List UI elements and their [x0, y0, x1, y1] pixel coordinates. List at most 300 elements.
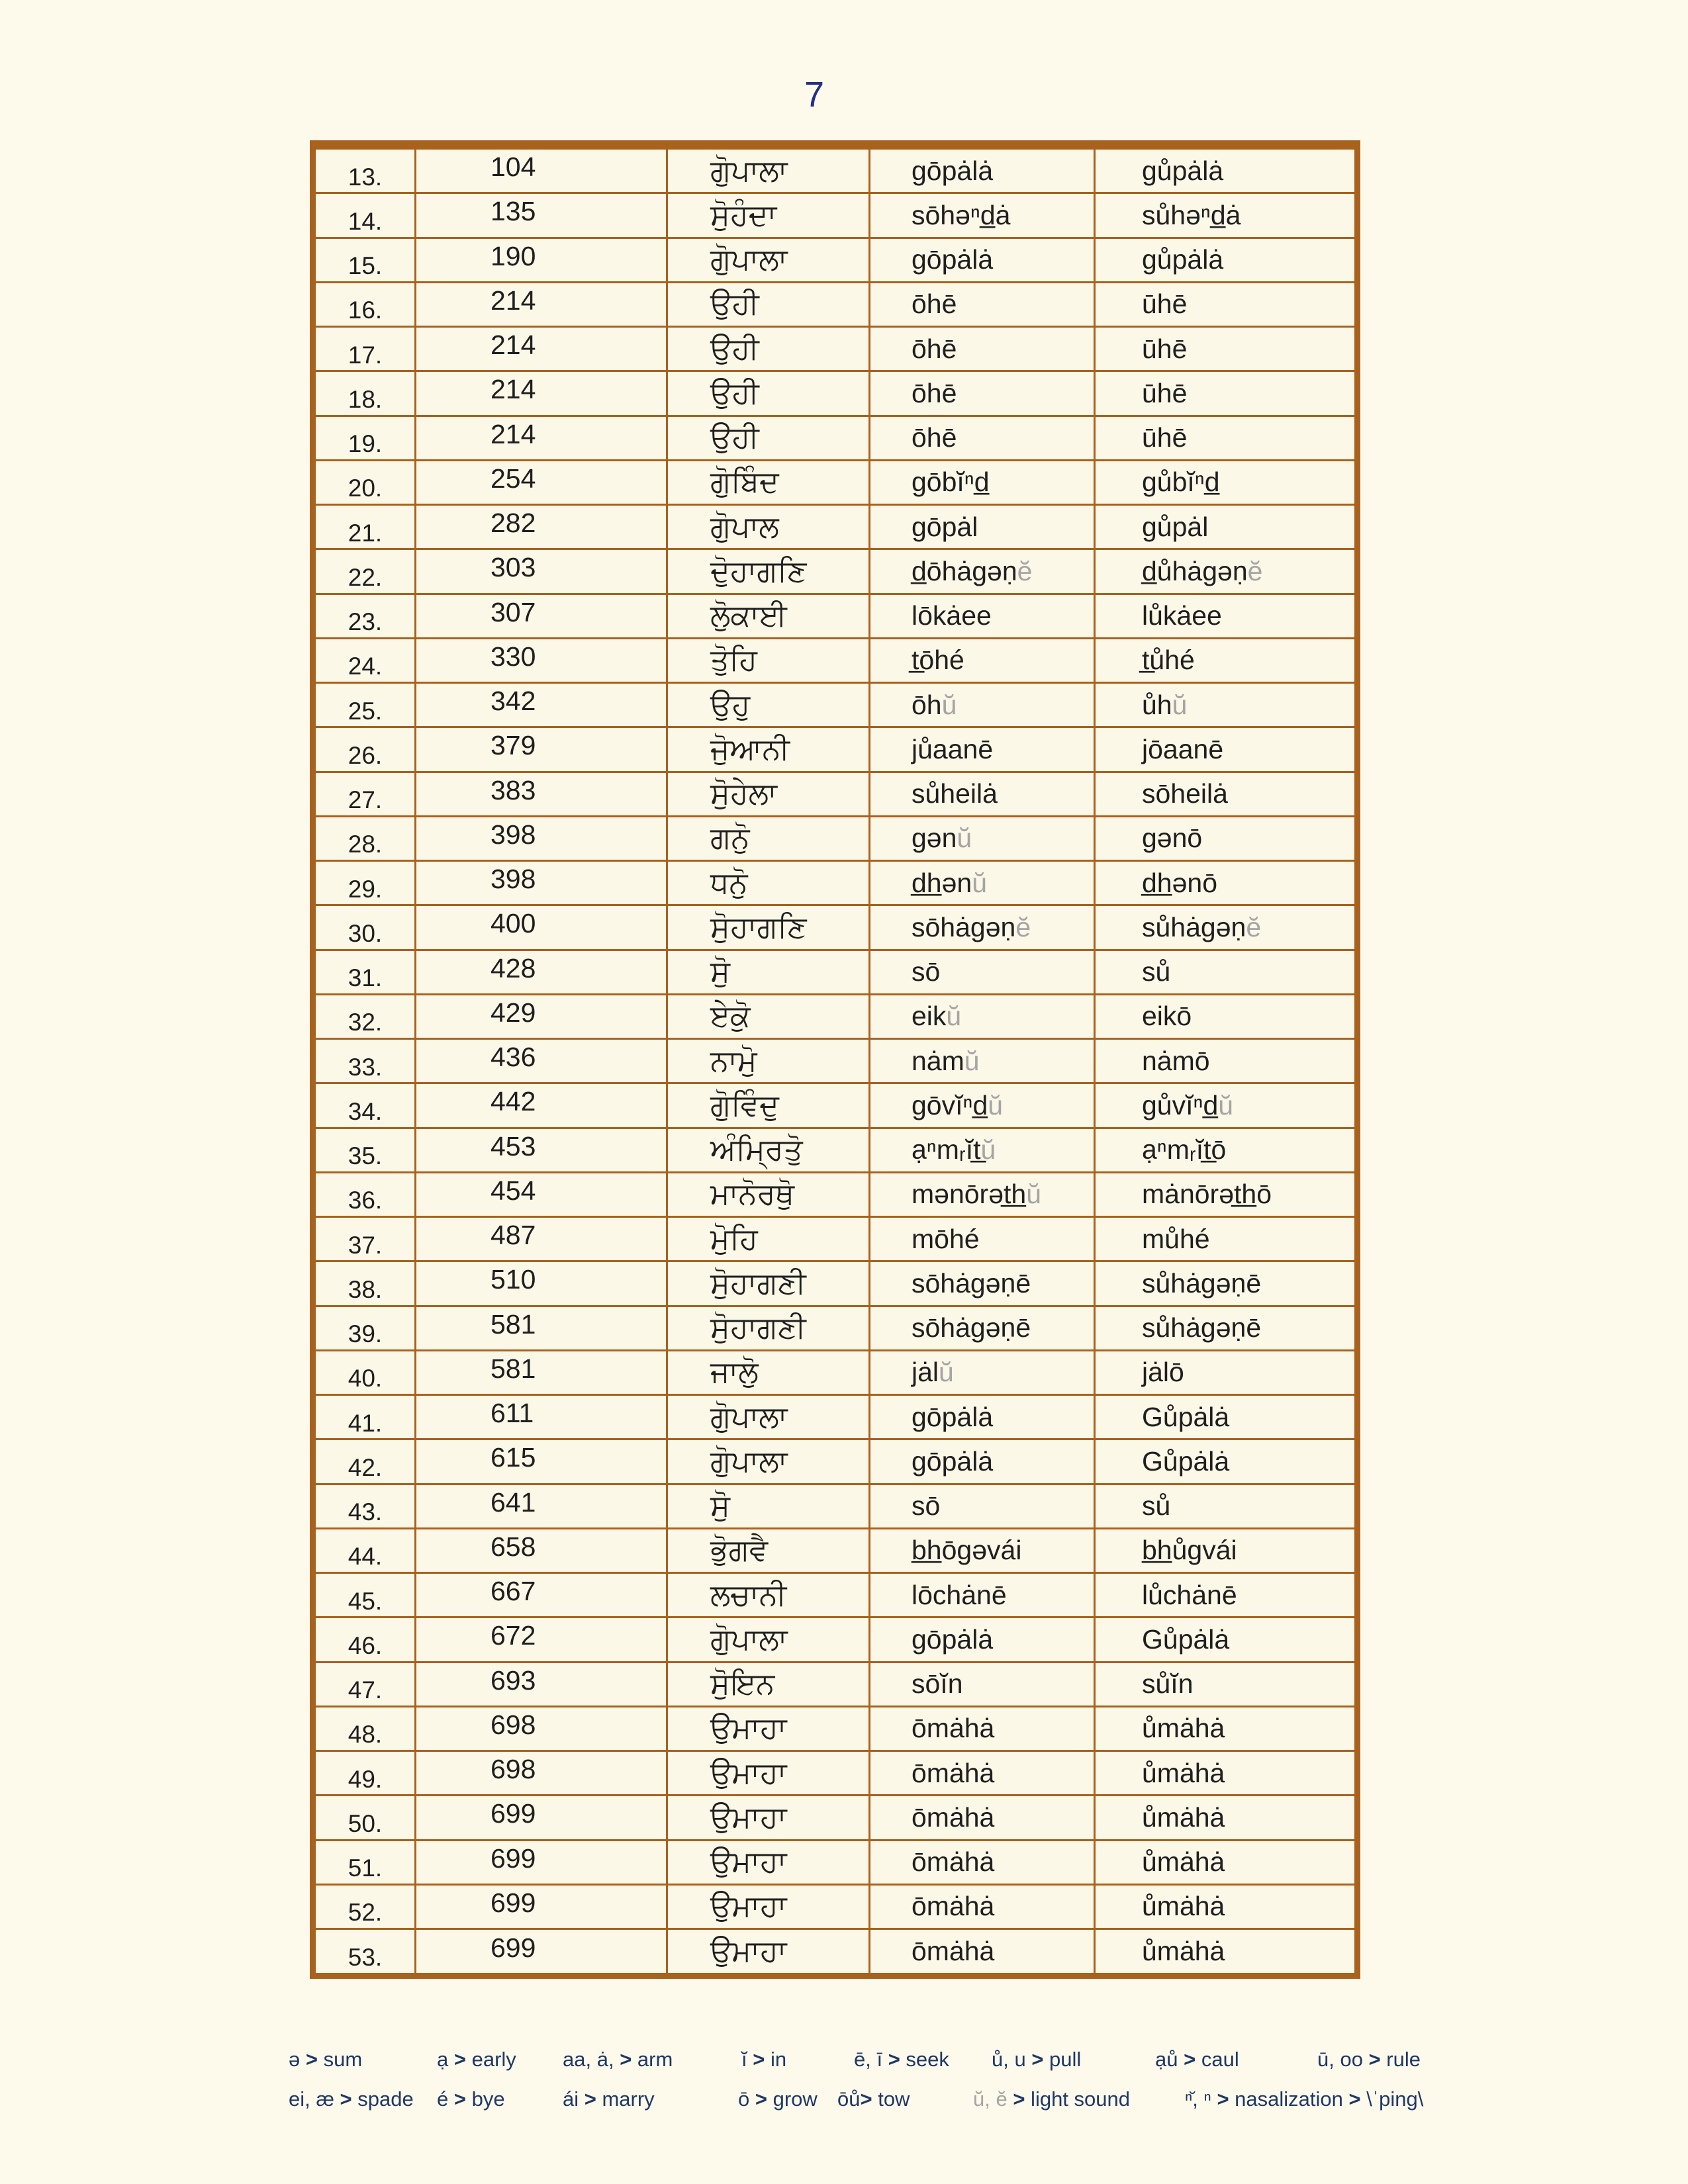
- text-segment: t̲ōhé: [912, 645, 964, 676]
- transliteration-suggested: [1095, 1039, 1358, 1083]
- gurmukhi-word: ਏਕੋੁ: [667, 994, 870, 1038]
- text-segment: caul: [1196, 2048, 1239, 2071]
- table-row: [313, 1217, 1358, 1261]
- text-segment: jȧlō: [1142, 1357, 1184, 1388]
- text-segment: sōhəⁿd̲ȧ: [912, 199, 1011, 230]
- page-reference-number: 214: [416, 282, 667, 326]
- table-row: [313, 1306, 1358, 1350]
- text-segment: lůkȧee: [1142, 600, 1222, 631]
- page-reference-number: 453: [416, 1128, 667, 1172]
- table-row: [313, 950, 1358, 994]
- transliteration-suggested: [1095, 549, 1358, 594]
- text-segment: ōmȧhȧ: [912, 1757, 995, 1788]
- text-segment: ōhē: [912, 289, 957, 320]
- text-segment: ə: [289, 2048, 306, 2071]
- transliteration-suggested: [1095, 371, 1358, 416]
- gurmukhi-word: ਉਹੀ: [667, 327, 870, 371]
- row-number: 37.: [313, 1217, 416, 1261]
- text-segment: sůhȧgəṇē: [1142, 1267, 1262, 1298]
- text-segment: ōhē: [912, 422, 957, 453]
- page-reference-number: 282: [416, 505, 667, 549]
- text-segment: >: [860, 2087, 872, 2111]
- text-segment: >: [1013, 2087, 1025, 2111]
- text-segment: sů: [1142, 1490, 1171, 1522]
- transliteration-current: [870, 371, 1095, 416]
- gurmukhi-word: ਉਮਾਹਾ: [667, 1840, 870, 1884]
- row-number: 38.: [313, 1261, 416, 1306]
- text-segment: gůvĭⁿd̲: [1142, 1089, 1219, 1120]
- pronunciation-key-item: [1155, 2048, 1239, 2071]
- text-segment: >: [1031, 2048, 1044, 2071]
- transliteration-suggested: [1095, 460, 1358, 504]
- page-reference-number: 214: [416, 327, 667, 371]
- muted-letter: ŭ: [988, 1089, 1004, 1120]
- table-row: [313, 1929, 1358, 1976]
- transliteration-current: [870, 1439, 1095, 1484]
- transliteration-suggested: [1095, 416, 1358, 460]
- row-number: 24.: [313, 638, 416, 682]
- muted-letter: ĕ: [1246, 911, 1262, 942]
- muted-letter: ŭ: [946, 1001, 962, 1032]
- text-segment: lōkȧee: [912, 600, 992, 631]
- transliteration-suggested: [1095, 1528, 1358, 1572]
- page-reference-number: 611: [416, 1395, 667, 1439]
- pronunciation-key-item: [563, 2048, 673, 2071]
- text-segment: ōmȧhȧ: [912, 1891, 995, 1922]
- text-segment: ůmȧhȧ: [1142, 1757, 1225, 1788]
- page-reference-number: 307: [416, 594, 667, 638]
- text-segment: ē, ī: [854, 2048, 888, 2071]
- gurmukhi-word: ਗੋੁਬਿੰਦ: [667, 460, 870, 504]
- table-row: [313, 816, 1358, 860]
- gurmukhi-word: ਉਹੀ: [667, 282, 870, 326]
- word-table-body: [313, 145, 1358, 1976]
- text-segment: ⁿ̆, ⁿ: [1185, 2087, 1217, 2111]
- gurmukhi-word: ਉਮਾਹਾ: [667, 1751, 870, 1796]
- text-segment: nasalization: [1229, 2087, 1349, 2111]
- table-row: [313, 1796, 1358, 1840]
- text-segment: eik: [912, 1001, 947, 1032]
- transliteration-suggested: [1095, 1439, 1358, 1484]
- gurmukhi-word: ਗੋੁਪਾਲਾ: [667, 238, 870, 282]
- page-reference-number: 699: [416, 1796, 667, 1840]
- page-reference-number: 379: [416, 727, 667, 772]
- text-segment: tow: [872, 2087, 910, 2111]
- text-segment: ái: [563, 2087, 585, 2111]
- text-segment: gůpȧlȧ: [1142, 244, 1224, 275]
- gurmukhi-word: ਗੋੁਪਾਲਾ: [667, 1617, 870, 1662]
- table-row: [313, 772, 1358, 816]
- gurmukhi-word: ਉਹੀ: [667, 371, 870, 416]
- page-reference-number: 330: [416, 638, 667, 682]
- transliteration-suggested: [1095, 816, 1358, 860]
- text-segment: ạ: [437, 2048, 454, 2071]
- text-segment: ōmȧhȧ: [912, 1936, 995, 1967]
- muted-letter: ŭ: [1026, 1179, 1042, 1210]
- row-number: 20.: [313, 460, 416, 504]
- gurmukhi-word: ਤੋੁਹਿ: [667, 638, 870, 682]
- text-segment: >: [453, 2087, 466, 2111]
- transliteration-suggested: [1095, 1395, 1358, 1439]
- table-row: [313, 145, 1358, 193]
- pronunciation-key-item: [854, 2048, 949, 2071]
- gurmukhi-word: ਲਚਾਨੀ: [667, 1573, 870, 1617]
- text-segment: seek: [900, 2048, 949, 2071]
- text-segment: ōmȧhȧ: [912, 1801, 995, 1833]
- transliteration-current: [870, 861, 1095, 905]
- transliteration-suggested: [1095, 905, 1358, 950]
- page-number: 7: [804, 75, 825, 114]
- transliteration-current: [870, 145, 1095, 193]
- transliteration-current: [870, 1128, 1095, 1172]
- pronunciation-key-item: [738, 2087, 818, 2111]
- page-reference-number: 398: [416, 816, 667, 860]
- text-segment: sůhȧgəṇē: [1142, 1312, 1262, 1343]
- text-segment: sōheilȧ: [1142, 778, 1228, 809]
- text-segment: ůmȧhȧ: [1142, 1713, 1225, 1744]
- row-number: 42.: [313, 1439, 416, 1484]
- text-segment: light sound: [1025, 2087, 1130, 2111]
- row-number: 51.: [313, 1840, 416, 1884]
- table-row: [313, 282, 1358, 326]
- text-segment: nȧmō: [1142, 1045, 1210, 1076]
- text-segment: ōhē: [912, 333, 957, 364]
- row-number: 28.: [313, 816, 416, 860]
- muted-letter: ŭ: [957, 823, 972, 854]
- muted-letter: ŭ: [964, 1045, 980, 1076]
- transliteration-suggested: [1095, 1217, 1358, 1261]
- transliteration-current: [870, 994, 1095, 1038]
- text-segment: ōmȧhȧ: [912, 1846, 995, 1878]
- transliteration-current: [870, 1261, 1095, 1306]
- text-segment: gōpȧlȧ: [912, 244, 994, 275]
- muted-letter: ĕ: [1015, 911, 1031, 942]
- text-segment: ōh: [912, 689, 942, 720]
- transliteration-suggested: [1095, 950, 1358, 994]
- page-reference-number: 214: [416, 416, 667, 460]
- pronunciation-key-item: [1185, 2087, 1423, 2111]
- gurmukhi-word: ਗਨੋੁ: [667, 816, 870, 860]
- row-number: 44.: [313, 1528, 416, 1572]
- table-row: [313, 460, 1358, 504]
- row-number: 22.: [313, 549, 416, 594]
- row-number: 21.: [313, 505, 416, 549]
- transliteration-current: [870, 1395, 1095, 1439]
- gurmukhi-word: ਸੋੁ: [667, 1484, 870, 1528]
- text-segment: >: [584, 2087, 596, 2111]
- row-number: 31.: [313, 950, 416, 994]
- text-segment: b̲h̲ōgəvái: [912, 1535, 1022, 1566]
- transliteration-current: [870, 282, 1095, 326]
- row-number: 36.: [313, 1172, 416, 1216]
- muted-letter: ĕ: [1247, 555, 1263, 586]
- page-reference-number: 442: [416, 1083, 667, 1128]
- row-number: 14.: [313, 193, 416, 238]
- page-reference-number: 698: [416, 1706, 667, 1751]
- table-row: [313, 727, 1358, 772]
- row-number: 41.: [313, 1395, 416, 1439]
- transliteration-suggested: [1095, 1706, 1358, 1751]
- row-number: 46.: [313, 1617, 416, 1662]
- gurmukhi-word: ਉਮਾਹਾ: [667, 1884, 870, 1929]
- page-reference-number: 693: [416, 1662, 667, 1706]
- pronunciation-key-item: [992, 2048, 1081, 2071]
- gurmukhi-word: ਦੋੁਹਾਗਣਿ: [667, 549, 870, 594]
- gurmukhi-word: ਗੋੁਪਾਲਾ: [667, 1395, 870, 1439]
- table-row: [313, 1706, 1358, 1751]
- page-reference-number: 398: [416, 861, 667, 905]
- gurmukhi-word: ਸੋੁ: [667, 950, 870, 994]
- text-segment: gůpȧl: [1142, 511, 1209, 542]
- gurmukhi-word: ਮੋੁਹਿ: [667, 1217, 870, 1261]
- text-segment: ạⁿmᵣĭt̲ō: [1142, 1134, 1227, 1165]
- transliteration-current: [870, 416, 1095, 460]
- transliteration-current: [870, 1350, 1095, 1394]
- transliteration-suggested: [1095, 1172, 1358, 1216]
- text-segment: t̲ůhé: [1142, 645, 1195, 676]
- transliteration-current: [870, 1039, 1095, 1083]
- text-segment: >: [1217, 2087, 1229, 2111]
- page-reference-number: 699: [416, 1884, 667, 1929]
- text-segment: rule: [1380, 2048, 1421, 2071]
- page-reference-number: 135: [416, 193, 667, 238]
- gurmukhi-word: ਜਾਲੋੁ: [667, 1350, 870, 1394]
- page-reference-number: 303: [416, 549, 667, 594]
- table-row: [313, 371, 1358, 416]
- table-row: [313, 1039, 1358, 1083]
- text-segment: pull: [1043, 2048, 1082, 2071]
- page-reference-number: 615: [416, 1439, 667, 1484]
- text-segment: >: [620, 2048, 632, 2071]
- table-row: [313, 416, 1358, 460]
- text-segment: sůĭn: [1142, 1668, 1194, 1700]
- page-reference-number: 510: [416, 1261, 667, 1306]
- text-segment: aa, ȧ,: [563, 2048, 620, 2071]
- text-segment: ūhē: [1142, 289, 1188, 320]
- gurmukhi-word: ਉਹੁ: [667, 683, 870, 727]
- transliteration-suggested: [1095, 1662, 1358, 1706]
- row-number: 29.: [313, 861, 416, 905]
- transliteration-suggested: [1095, 1751, 1358, 1796]
- transliteration-current: [870, 905, 1095, 950]
- row-number: 30.: [313, 905, 416, 950]
- transliteration-suggested: [1095, 193, 1358, 238]
- text-segment: gōpȧlȧ: [912, 1401, 994, 1432]
- gurmukhi-word: ਉਮਾਹਾ: [667, 1796, 870, 1840]
- text-segment: early: [465, 2048, 516, 2071]
- gurmukhi-word: ਸੋੁਹੇਲਾ: [667, 772, 870, 816]
- transliteration-current: [870, 1617, 1095, 1662]
- text-segment: gənō: [1142, 823, 1203, 854]
- transliteration-current: [870, 1217, 1095, 1261]
- gurmukhi-word: ਭੋੁਗਵੈ: [667, 1528, 870, 1572]
- text-segment: jůaanē: [912, 733, 994, 764]
- row-number: 25.: [313, 683, 416, 727]
- table-row: [313, 549, 1358, 594]
- table-row: [313, 1083, 1358, 1128]
- table-row: [313, 505, 1358, 549]
- row-number: 50.: [313, 1796, 416, 1840]
- table-row: [313, 327, 1358, 371]
- text-segment: >: [1184, 2048, 1196, 2071]
- transliteration-current: [870, 1172, 1095, 1216]
- page-reference-number: 342: [416, 683, 667, 727]
- muted-letter: ŭ, ĕ: [973, 2087, 1013, 2111]
- text-segment: jȧl: [912, 1357, 939, 1388]
- table-row: [313, 594, 1358, 638]
- text-segment: mōhé: [912, 1223, 980, 1254]
- page-reference-number: 429: [416, 994, 667, 1038]
- row-number: 40.: [313, 1350, 416, 1394]
- transliteration-suggested: [1095, 238, 1358, 282]
- text-segment: in: [765, 2048, 787, 2071]
- text-segment: můhé: [1142, 1223, 1210, 1254]
- table-row: [313, 1484, 1358, 1528]
- text-segment: ůmȧhȧ: [1142, 1891, 1225, 1922]
- text-segment: Gůpȧlȧ: [1142, 1401, 1230, 1432]
- muted-letter: ŭ: [980, 1134, 996, 1165]
- text-segment: ů, u: [992, 2048, 1032, 2071]
- page-reference-number: 254: [416, 460, 667, 504]
- text-segment: arm: [632, 2048, 673, 2071]
- table-row: [313, 1751, 1358, 1796]
- row-number: 13.: [313, 145, 416, 193]
- text-segment: ei, æ: [289, 2087, 340, 2111]
- text-segment: sōhȧgəṇē: [912, 1312, 1031, 1343]
- text-segment: gōbĭⁿd̲: [912, 467, 990, 498]
- pronunciation-key-item: [837, 2087, 910, 2111]
- row-number: 18.: [313, 371, 416, 416]
- row-number: 34.: [313, 1083, 416, 1128]
- transliteration-suggested: [1095, 1929, 1358, 1976]
- gurmukhi-word: ਸੋੁਹਾਗਣੀ: [667, 1261, 870, 1306]
- transliteration-current: [870, 1929, 1095, 1976]
- transliteration-suggested: [1095, 594, 1358, 638]
- gurmukhi-word: ਉਹੀ: [667, 416, 870, 460]
- pronunciation-key-item: [973, 2087, 1130, 2111]
- text-segment: grow: [767, 2087, 818, 2111]
- muted-letter: ŭ: [1172, 689, 1188, 720]
- gurmukhi-word: ਗੋੁਪਾਲਾ: [667, 1439, 870, 1484]
- text-segment: é: [437, 2087, 454, 2111]
- table-row: [313, 1884, 1358, 1929]
- gurmukhi-word: ਜੋੁਆਨੀ: [667, 727, 870, 772]
- transliteration-current: [870, 1796, 1095, 1840]
- text-segment: sō: [912, 956, 941, 987]
- gurmukhi-word: ਅੰਮ੍ਰਿਤੋੁ: [667, 1128, 870, 1172]
- text-segment: >: [453, 2048, 466, 2071]
- table-row: [313, 1662, 1358, 1706]
- text-segment: eikō: [1142, 1001, 1192, 1032]
- text-segment: gən: [912, 823, 957, 854]
- text-segment: lōchȧnē: [912, 1579, 1007, 1610]
- table-row: [313, 1840, 1358, 1884]
- row-number: 17.: [313, 327, 416, 371]
- pronunciation-key-item: [741, 2048, 786, 2071]
- page-reference-number: 698: [416, 1751, 667, 1796]
- table-row: [313, 193, 1358, 238]
- transliteration-suggested: [1095, 727, 1358, 772]
- table-row: [313, 1395, 1358, 1439]
- page-reference-number: 400: [416, 905, 667, 950]
- text-segment: sōĭn: [912, 1668, 963, 1700]
- text-segment: Gůpȧlȧ: [1142, 1623, 1230, 1655]
- text-segment: sůheilȧ: [912, 778, 998, 809]
- transliteration-current: [870, 638, 1095, 682]
- row-number: 53.: [313, 1929, 416, 1976]
- text-segment: gůpȧlȧ: [1142, 155, 1224, 186]
- text-segment: sōhȧgəṇ: [912, 911, 1016, 942]
- text-segment: ůh: [1142, 689, 1172, 720]
- transliteration-current: [870, 1884, 1095, 1929]
- pronunciation-key-item: [563, 2087, 655, 2111]
- transliteration-suggested: [1095, 638, 1358, 682]
- transliteration-suggested: [1095, 1306, 1358, 1350]
- transliteration-suggested: [1095, 1350, 1358, 1394]
- text-segment: ōů: [837, 2087, 861, 2111]
- page-reference-number: 436: [416, 1039, 667, 1083]
- pronunciation-key-item: [437, 2087, 505, 2111]
- text-segment: spade: [352, 2087, 414, 2111]
- gurmukhi-word: ਮਾਨੋਰਥੋੁ: [667, 1172, 870, 1216]
- text-segment: ūhē: [1142, 377, 1188, 408]
- text-segment: \ˈping\: [1360, 2087, 1424, 2111]
- text-segment: >: [1348, 2087, 1361, 2111]
- gurmukhi-word: ਸੋੁਹੰਦਾ: [667, 193, 870, 238]
- transliteration-current: [870, 1528, 1095, 1572]
- text-segment: gōpȧl: [912, 511, 978, 542]
- text-segment: mȧnōrət̲h̲ō: [1142, 1179, 1272, 1210]
- text-segment: sů: [1142, 956, 1171, 987]
- gurmukhi-word: ਨਾਮੋੁ: [667, 1039, 870, 1083]
- transliteration-suggested: [1095, 1128, 1358, 1172]
- text-segment: lůchȧnē: [1142, 1579, 1237, 1610]
- text-segment: gōvĭⁿd̲: [912, 1089, 988, 1120]
- text-segment: ůmȧhȧ: [1142, 1801, 1225, 1833]
- text-segment: >: [340, 2087, 352, 2111]
- text-segment: Gůpȧlȧ: [1142, 1445, 1230, 1477]
- muted-letter: ŭ: [972, 867, 988, 898]
- row-number: 23.: [313, 594, 416, 638]
- page-reference-number: 383: [416, 772, 667, 816]
- transliteration-suggested: [1095, 1884, 1358, 1929]
- gurmukhi-word: ਗੋੁਵਿੰਦੁ: [667, 1083, 870, 1128]
- text-segment: d̲h̲ən: [912, 867, 972, 898]
- text-segment: ůmȧhȧ: [1142, 1936, 1225, 1967]
- transliteration-suggested: [1095, 1840, 1358, 1884]
- transliteration-suggested: [1095, 505, 1358, 549]
- table-row: [313, 861, 1358, 905]
- transliteration-suggested: [1095, 327, 1358, 371]
- muted-letter: ŭ: [1218, 1089, 1234, 1120]
- transliteration-current: [870, 594, 1095, 638]
- text-segment: mənōrət̲h̲: [912, 1179, 1027, 1210]
- transliteration-suggested: [1095, 1573, 1358, 1617]
- text-segment: ạů: [1155, 2048, 1184, 2071]
- page-reference-number: 667: [416, 1573, 667, 1617]
- pronunciation-key-item: [1317, 2048, 1421, 2071]
- transliteration-current: [870, 816, 1095, 860]
- text-segment: ĭ: [741, 2048, 753, 2071]
- row-number: 16.: [313, 282, 416, 326]
- transliteration-current: [870, 1662, 1095, 1706]
- page-reference-number: 104: [416, 145, 667, 193]
- word-table: [310, 140, 1360, 1979]
- pronunciation-key-item: [289, 2087, 414, 2111]
- table-row: [313, 1528, 1358, 1572]
- table-row: [313, 1573, 1358, 1617]
- row-number: 45.: [313, 1573, 416, 1617]
